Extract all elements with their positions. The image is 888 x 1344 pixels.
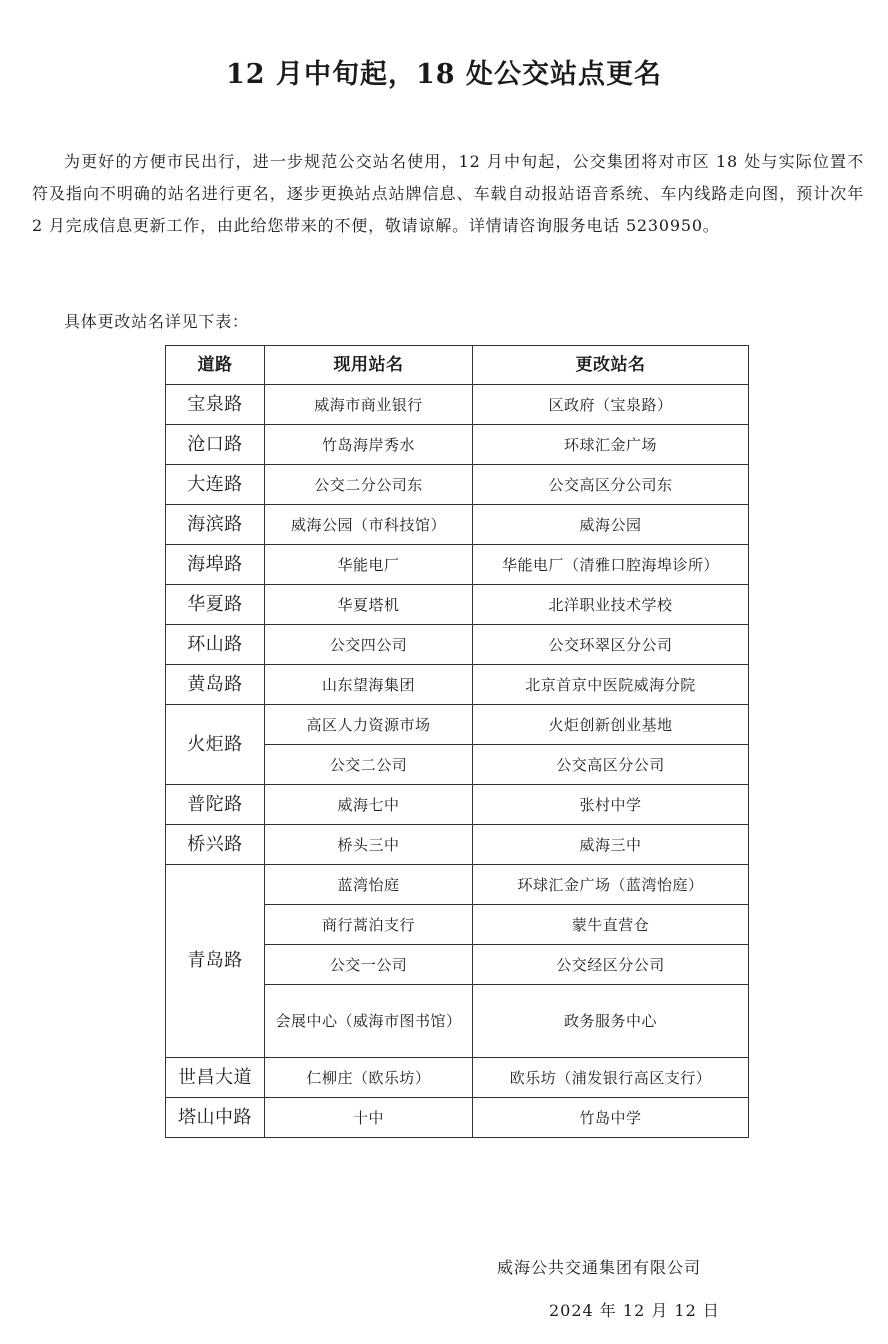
new-name-cell: 公交高区分公司 — [473, 745, 749, 785]
table-row — [166, 585, 749, 625]
table-row — [166, 425, 749, 465]
table-row — [166, 1058, 749, 1098]
table-row — [166, 505, 749, 545]
notice-title: 12 月中旬起，18 处公交站点更名 — [226, 59, 662, 90]
current-name-cell: 十中 — [265, 1098, 473, 1138]
new-name-cell: 蒙牛直营仓 — [473, 905, 749, 945]
new-name-cell: 公交环翠区分公司 — [473, 625, 749, 665]
new-name-cell: 北洋职业技术学校 — [473, 585, 749, 625]
issuer-company: 威海公共交通集团有限公司 — [497, 1258, 702, 1277]
road-cell: 环山路 — [166, 625, 265, 665]
new-name-cell: 威海公园 — [473, 505, 749, 545]
table-row — [166, 825, 749, 865]
current-name-cell: 桥头三中 — [265, 825, 473, 865]
current-name-cell: 威海七中 — [265, 785, 473, 825]
road-cell: 黄岛路 — [166, 665, 265, 705]
current-name-cell: 仁柳庄（欧乐坊） — [265, 1058, 473, 1098]
current-name-cell: 高区人力资源市场 — [265, 705, 473, 745]
current-name-cell: 会展中心（威海市图书馆） — [265, 985, 473, 1058]
issue-date: 2024 年 12 月 12 日 — [549, 1301, 720, 1320]
road-cell: 海滨路 — [166, 505, 265, 545]
new-name-cell: 环球汇金广场（蓝湾怡庭） — [473, 865, 749, 905]
new-name-cell: 北京首京中医院威海分院 — [473, 665, 749, 705]
current-name-cell: 威海市商业银行 — [265, 385, 473, 425]
road-cell: 沧口路 — [166, 425, 265, 465]
current-name-cell: 华能电厂 — [265, 545, 473, 585]
current-name-cell: 公交二分公司东 — [265, 465, 473, 505]
current-name-cell: 公交四公司 — [265, 625, 473, 665]
intro-paragraph: 为更好的方便市民出行，进一步规范公交站名使用，12 月中旬起，公交集团将对市区 18 处与实际位置不符及指向不明确的站名进行更名，逐步更换站点站牌信息、车载自动报站语音系统、车内线路走向图，预计次年 2 月完成信息更新工作，由此给您带来的不便，敬请谅解。详情请咨询服务电话 5230950。 — [32, 152, 864, 235]
road-cell: 桥兴路 — [166, 825, 265, 865]
table-row — [166, 465, 749, 505]
current-name-cell: 商行蒿泊支行 — [265, 905, 473, 945]
road-cell: 火炬路 — [166, 705, 265, 785]
table-row — [166, 785, 749, 825]
current-name-cell: 蓝湾怡庭 — [265, 865, 473, 905]
road-cell: 海埠路 — [166, 545, 265, 585]
table-row — [166, 625, 749, 665]
road-cell: 华夏路 — [166, 585, 265, 625]
road-cell: 大连路 — [166, 465, 265, 505]
new-name-cell: 张村中学 — [473, 785, 749, 825]
current-name-cell: 威海公园（市科技馆） — [265, 505, 473, 545]
new-name-cell: 欧乐坊（浦发银行高区支行） — [473, 1058, 749, 1098]
road-cell: 塔山中路 — [166, 1098, 265, 1138]
new-name-cell: 竹岛中学 — [473, 1098, 749, 1138]
new-name-cell: 火炬创新创业基地 — [473, 705, 749, 745]
table-row — [166, 665, 749, 705]
road-cell: 普陀路 — [166, 785, 265, 825]
header-current-name: 现用站名 — [265, 346, 473, 385]
road-cell: 世昌大道 — [166, 1058, 265, 1098]
table-row — [166, 1098, 749, 1138]
new-name-cell: 威海三中 — [473, 825, 749, 865]
current-name-cell: 竹岛海岸秀水 — [265, 425, 473, 465]
table-row — [166, 865, 749, 905]
road-cell: 宝泉路 — [166, 385, 265, 425]
new-name-cell: 公交高区分公司东 — [473, 465, 749, 505]
station-rename-table — [165, 345, 749, 1138]
table-header-row — [166, 346, 749, 385]
header-new-name: 更改站名 — [473, 346, 749, 385]
new-name-cell: 华能电厂（清雅口腔海埠诊所） — [473, 545, 749, 585]
road-cell: 青岛路 — [166, 865, 265, 1058]
new-name-cell: 区政府（宝泉路） — [473, 385, 749, 425]
current-name-cell: 山东望海集团 — [265, 665, 473, 705]
table-row — [166, 385, 749, 425]
current-name-cell: 公交二公司 — [265, 745, 473, 785]
new-name-cell: 公交经区分公司 — [473, 945, 749, 985]
current-name-cell: 华夏塔机 — [265, 585, 473, 625]
new-name-cell: 政务服务中心 — [473, 985, 749, 1058]
header-road: 道路 — [166, 346, 265, 385]
table-row — [166, 705, 749, 745]
current-name-cell: 公交一公司 — [265, 945, 473, 985]
new-name-cell: 环球汇金广场 — [473, 425, 749, 465]
table-intro: 具体更改站名详见下表： — [64, 312, 249, 331]
table-row — [166, 545, 749, 585]
